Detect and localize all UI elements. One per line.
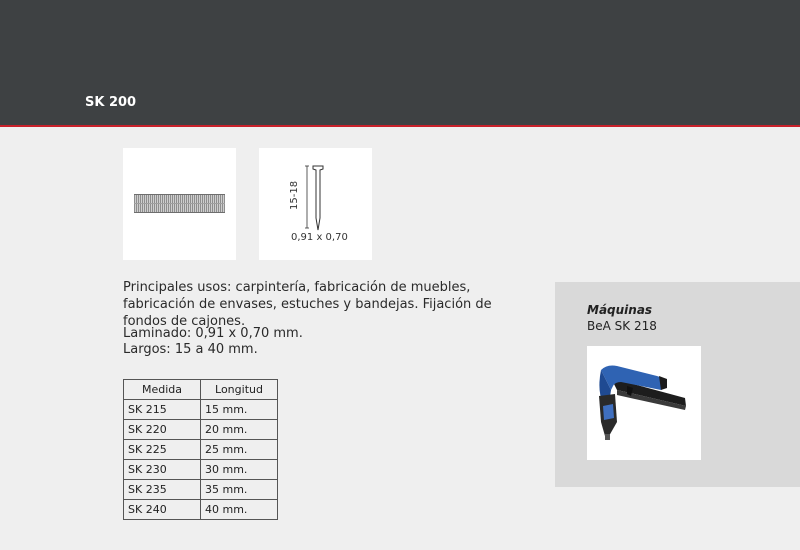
staple-strip-graphic <box>134 194 225 213</box>
nailer-tool-image[interactable] <box>587 346 701 460</box>
page-header <box>0 0 800 125</box>
specs-block <box>123 326 303 358</box>
length-label: 15-18 <box>289 180 300 210</box>
machine-model-link[interactable]: BeA SK 218 <box>587 319 657 333</box>
cell-longitud: 15 mm. <box>201 400 278 420</box>
nail-diagram <box>259 148 372 260</box>
table-header-row <box>124 380 278 400</box>
nail-diagram-icon <box>303 162 327 234</box>
cell-medida: SK 220 <box>124 420 201 440</box>
sizes-table <box>123 379 278 520</box>
table-row <box>124 480 278 500</box>
machines-title: Máquinas <box>587 303 653 317</box>
cell-longitud: 35 mm. <box>201 480 278 500</box>
table-row <box>124 440 278 460</box>
cell-longitud: 25 mm. <box>201 440 278 460</box>
table-row <box>124 420 278 440</box>
laminado-spec: Laminado: 0,91 x 0,70 mm. <box>123 326 303 341</box>
machines-panel <box>555 282 800 487</box>
largos-spec: Largos: 15 a 40 mm. <box>123 342 258 357</box>
staple-strip-image <box>123 148 236 260</box>
cell-medida: SK 225 <box>124 440 201 460</box>
cell-longitud: 40 mm. <box>201 500 278 520</box>
header-accent-line <box>0 125 800 127</box>
cell-medida: SK 230 <box>124 460 201 480</box>
cell-medida: SK 240 <box>124 500 201 520</box>
table-row <box>124 500 278 520</box>
page-title: SK 200 <box>85 95 137 110</box>
column-header-medida: Medida <box>124 380 201 400</box>
table-row <box>124 400 278 420</box>
section-label: 0,91 x 0,70 <box>291 232 348 243</box>
nailer-icon <box>587 346 701 460</box>
cell-medida: SK 235 <box>124 480 201 500</box>
cell-medida: SK 215 <box>124 400 201 420</box>
usage-description: Principales usos: carpintería, fabricación de muebles, fabricación de envases, estuches y bandejas. Fijación de fondos de cajones. <box>123 280 492 329</box>
cell-longitud: 20 mm. <box>201 420 278 440</box>
cell-longitud: 30 mm. <box>201 460 278 480</box>
column-header-longitud: Longitud <box>201 380 278 400</box>
table-row <box>124 460 278 480</box>
